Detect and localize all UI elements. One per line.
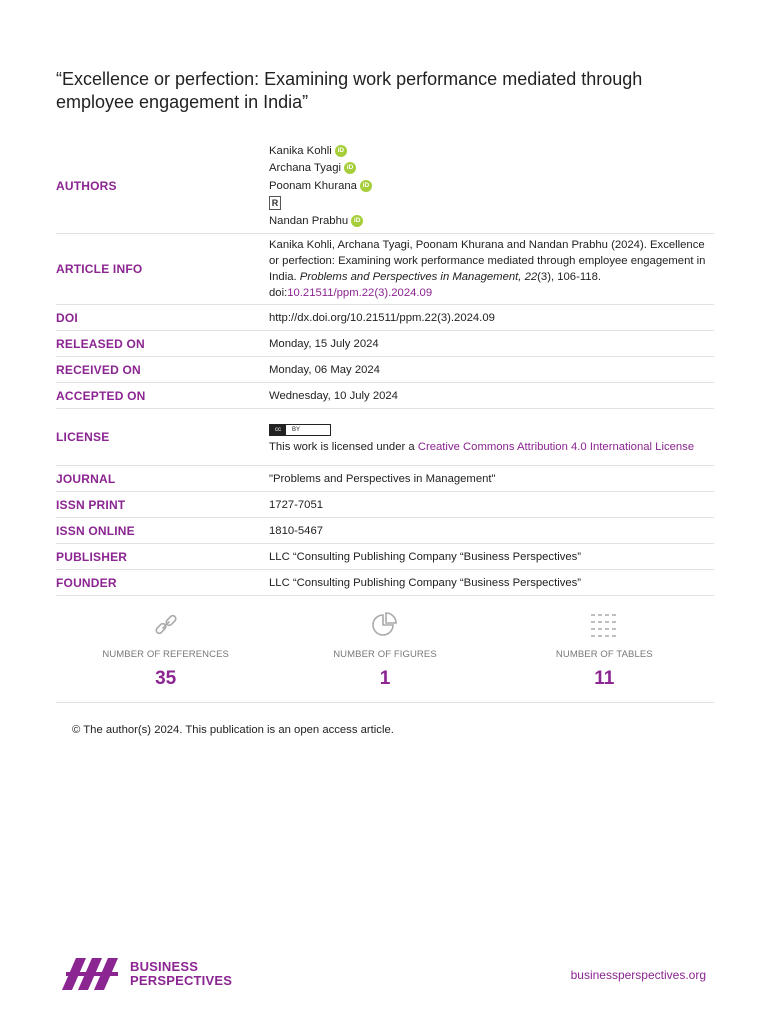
orcid-icon[interactable]: iD xyxy=(351,215,363,227)
issn-online-row xyxy=(56,518,714,544)
publisher-label: PUBLISHER xyxy=(56,549,128,564)
authors-row xyxy=(56,138,714,234)
link-icon xyxy=(56,610,275,640)
received-row xyxy=(56,357,714,383)
journal-label: JOURNAL xyxy=(56,471,116,486)
doi-row xyxy=(56,305,714,331)
business-perspectives-logo-icon xyxy=(62,956,124,992)
received-label: RECEIVED ON xyxy=(56,362,141,377)
doi-label: DOI xyxy=(56,310,78,325)
tables-label: NUMBER OF TABLES xyxy=(555,649,653,660)
table-icon xyxy=(495,610,714,640)
author-item xyxy=(269,212,714,230)
issn-online-value: 1810-5467 xyxy=(269,524,324,537)
citation xyxy=(269,231,714,307)
released-row xyxy=(56,331,714,357)
received-value: Monday, 06 May 2024 xyxy=(269,363,380,376)
pie-chart-icon xyxy=(275,610,494,640)
author-name[interactable]: Poonam Khurana xyxy=(269,179,357,192)
released-label: RELEASED ON xyxy=(56,336,145,351)
researcher-id-line xyxy=(269,194,714,212)
figures-label: NUMBER OF FIGURES xyxy=(333,649,437,660)
doi-link[interactable]: 10.21511/ppm.22(3).2024.09 xyxy=(287,287,433,299)
website-link[interactable]: businessperspectives.org xyxy=(570,968,706,982)
article-info-label: ARTICLE INFO xyxy=(56,262,143,276)
article-title: “Excellence or perfection: Examining work performance mediated through employee engagement in India” xyxy=(56,69,643,112)
citation-text: Kanika Kohli, Archana Tyagi, Poonam Khurana and Nandan Prabhu (2024). Excellence or perfection: Examining work performance mediated through employee engagement in India. xyxy=(269,239,706,283)
tables-count: 11 xyxy=(594,668,615,689)
license-link[interactable]: Creative Commons Attribution 4.0 International License xyxy=(417,440,695,453)
released-value: Monday, 15 July 2024 xyxy=(269,337,379,350)
license-label: LICENSE xyxy=(56,430,110,444)
journal-value: "Problems and Perspectives in Management" xyxy=(269,472,496,485)
citation-journal: Problems and Perspectives in Management, 22 xyxy=(299,271,538,283)
stats-panel xyxy=(56,610,714,703)
license-value xyxy=(269,414,714,461)
authors-label: AUTHORS xyxy=(56,178,117,193)
researcherid-icon[interactable]: R xyxy=(269,196,281,210)
journal-row xyxy=(56,466,714,492)
logo-wordmark xyxy=(130,960,232,988)
publisher-logo[interactable] xyxy=(62,956,232,992)
author-name[interactable]: Kanika Kohli xyxy=(269,144,332,157)
accepted-value: Wednesday, 10 July 2024 xyxy=(269,389,398,402)
accepted-label: ACCEPTED ON xyxy=(56,388,146,403)
founder-value: LLC “Consulting Publishing Company “Business Perspectives” xyxy=(269,576,582,589)
references-count: 35 xyxy=(155,668,177,689)
copyright-notice: © The author(s) 2024. This publication is an open access article. xyxy=(72,724,394,736)
orcid-icon[interactable]: iD xyxy=(360,180,372,192)
author-item xyxy=(269,142,714,160)
founder-label: FOUNDER xyxy=(56,575,117,590)
article-info-row xyxy=(56,234,714,305)
references-label: NUMBER OF REFERENCES xyxy=(102,649,229,660)
doi-value[interactable]: http://dx.doi.org/10.21511/ppm.22(3).2024.09 xyxy=(269,311,495,324)
metadata-table xyxy=(56,138,714,596)
issn-print-value: 1727-7051 xyxy=(269,498,324,511)
publisher-value: LLC “Consulting Publishing Company “Business Perspectives” xyxy=(269,550,582,563)
logo-line-1: BUSINESS xyxy=(130,959,199,974)
stat-figures xyxy=(275,610,494,702)
issn-print-label: ISSN PRINT xyxy=(56,497,126,512)
stat-references xyxy=(56,610,275,702)
orcid-icon[interactable]: iD xyxy=(335,145,347,157)
stat-tables xyxy=(495,610,714,702)
orcid-icon[interactable]: iD xyxy=(344,162,356,174)
authors-list xyxy=(269,140,714,232)
issn-print-row xyxy=(56,492,714,518)
logo-line-2: PERSPECTIVES xyxy=(130,973,233,988)
figures-count: 1 xyxy=(379,668,391,689)
license-text: This work is licensed under a xyxy=(269,440,415,453)
cc-by-badge-icon[interactable]: cc BY xyxy=(269,424,331,436)
issn-online-label: ISSN ONLINE xyxy=(56,523,135,538)
accepted-row xyxy=(56,383,714,409)
author-name[interactable]: Archana Tyagi xyxy=(269,162,342,174)
author-item xyxy=(269,177,714,195)
author-item xyxy=(269,159,714,177)
founder-row xyxy=(56,570,714,596)
publisher-row xyxy=(56,544,714,570)
author-name[interactable]: Nandan Prabhu xyxy=(269,214,349,227)
license-row xyxy=(56,409,714,466)
citation-issue: (3), 106-118. doi: xyxy=(269,271,601,299)
